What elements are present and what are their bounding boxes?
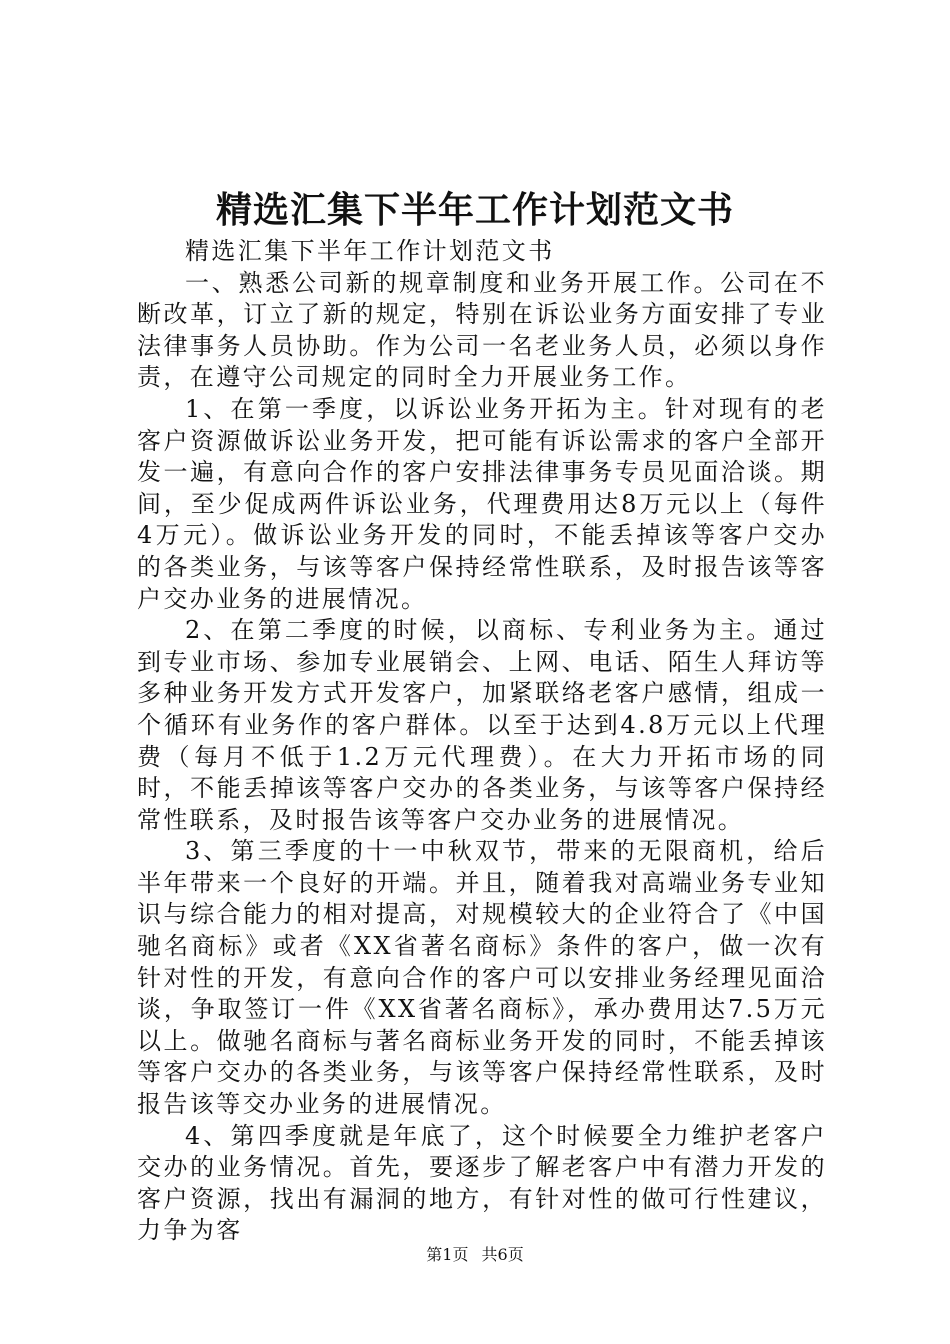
page-total: 共6页	[481, 1245, 524, 1264]
subtitle-paragraph: 精选汇集下半年工作计划范文书	[185, 237, 555, 265]
page-number: 第1页	[426, 1245, 469, 1264]
quarter-three-paragraph: 3、第三季度的十一中秋双节，带来的无限商机，给后半年带来一个良好的开端。并且，随着我对高端业务专业知识与综合能力的相对提高，对规模较大的企业符合了《中国驰名商标》或者《XX省著名商标》条件的客户，做一次有针对性的开发，有意向合作的客户可以安排业务经理见面洽谈，争取签订一件《XX省著名商标》，承办费用达7.5万元以上。做驰名商标与著名商标业务开发的同时，不能丢掉该等客户交办的各类业务，与该等客户保持经常性联系，及时报告该等交办业务的进展情况。	[137, 837, 827, 1119]
quarter-four-paragraph: 4、第四季度就是年底了，这个时候要全力维护老客户交办的业务情况。首先，要逐步了解老客户中有潜力开发的客户资源，找出有漏洞的地方，有针对性的做可行性建议，力争为客	[137, 1121, 827, 1245]
section-one-paragraph: 一、熟悉公司新的规章制度和业务开展工作。公司在不断改革，订立了新的规定，特别在诉讼业务方面安排了专业法律事务人员协助。作为公司一名老业务人员，必须以身作责，在遵守公司规定的同时全力开展业务工作。	[137, 268, 827, 392]
quarter-two-paragraph: 2、在第二季度的时候，以商标、专利业务为主。通过到专业市场、参加专业展销会、上网、电话、陌生人拜访等多种业务开发方式开发客户，加紧联络老客户感情，组成一个循环有业务作的客户群体。以至于达到4.8万元以上代理费（每月不低于1.2万元代理费）。在大力开拓市场的同时，不能丢掉该等客户交办的各类业务，与该等客户保持经常性联系，及时报告该等客户交办业务的进展情况。	[137, 616, 827, 834]
document-body	[137, 236, 827, 1247]
document-title: 精选汇集下半年工作计划范文书	[215, 189, 734, 231]
page-footer	[0, 1244, 950, 1266]
quarter-one-paragraph: 1、在第一季度，以诉讼业务开拓为主。针对现有的老客户资源做诉讼业务开发，把可能有诉讼需求的客户全部开发一遍，有意向合作的客户安排法律事务专员见面洽谈。期间，至少促成两件诉讼业务，代理费用达8万元以上（每件4万元）。做诉讼业务开发的同时，不能丢掉该等客户交办的各类业务，与该等客户保持经常性联系，及时报告该等客户交办业务的进展情况。	[137, 394, 827, 613]
